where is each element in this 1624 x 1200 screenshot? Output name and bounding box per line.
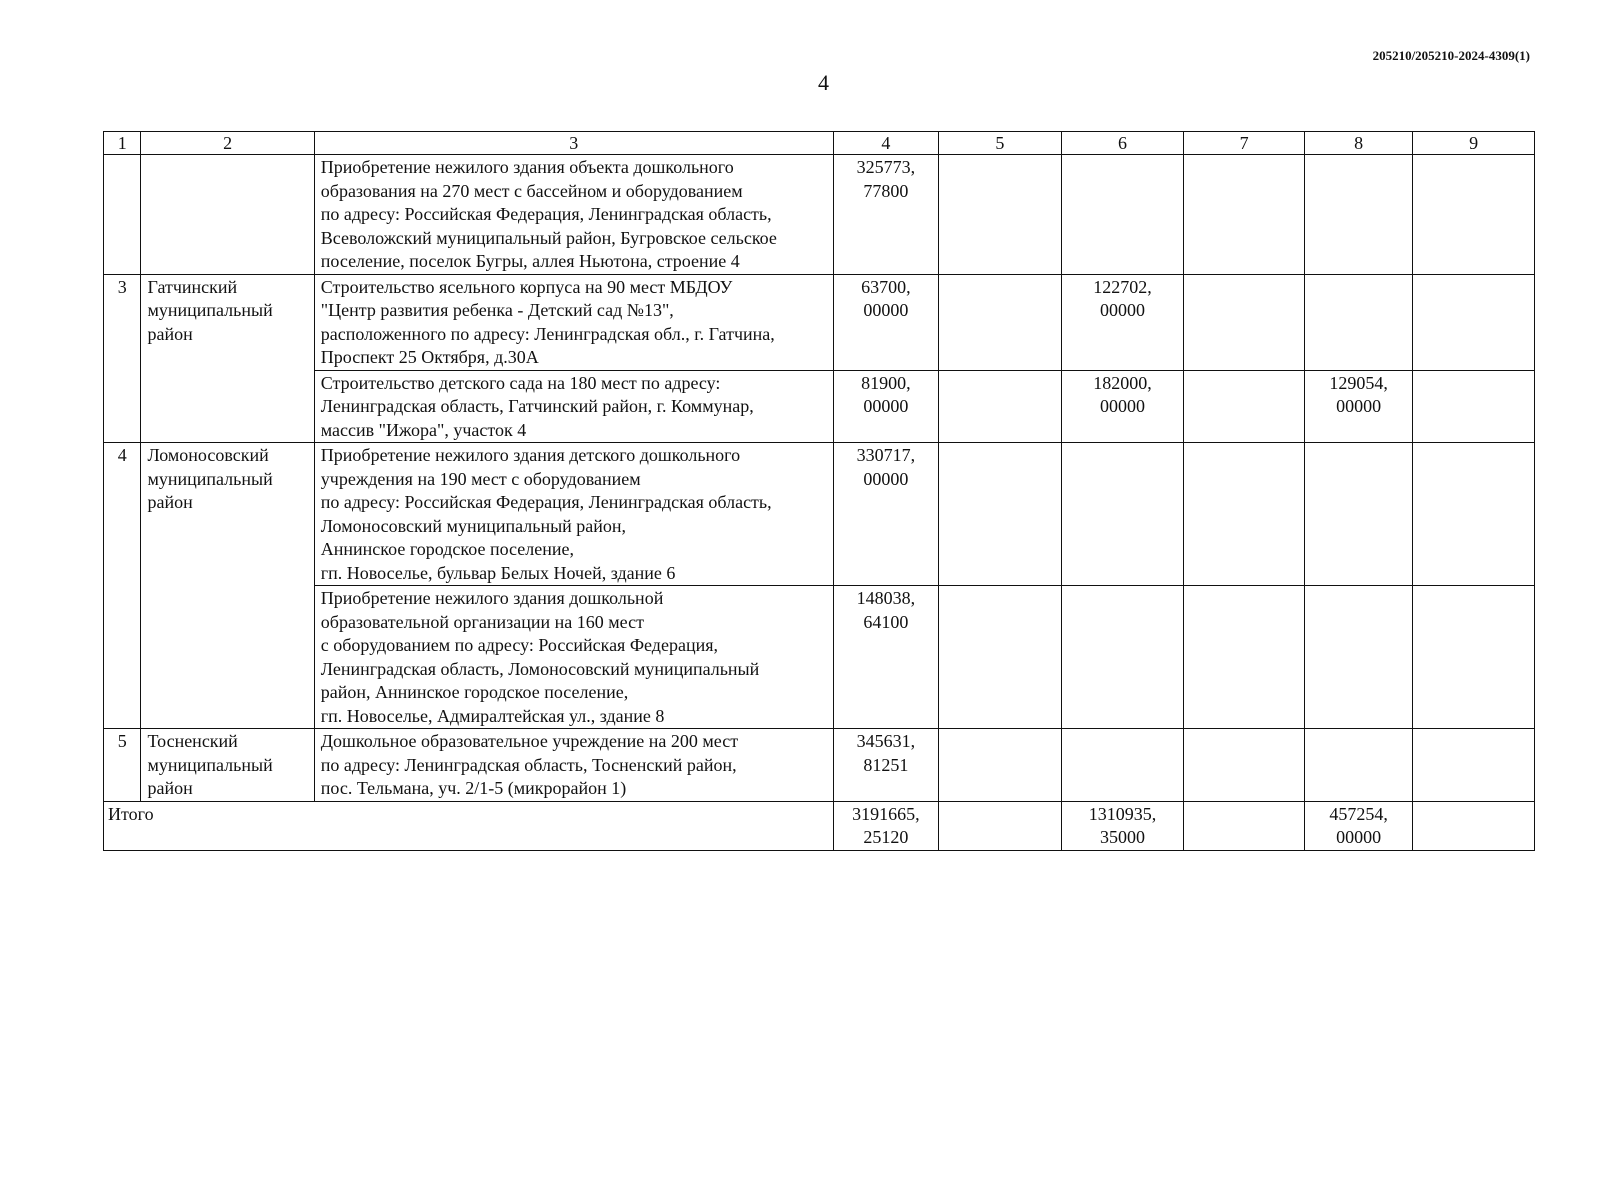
total-col4: 3191665, 25120 <box>833 801 938 850</box>
amount-col7 <box>1184 443 1305 586</box>
amount-col9 <box>1413 729 1535 802</box>
table-row <box>104 443 1535 586</box>
object-description: Дошкольное образовательное учреждение на 200 мест по адресу: Ленинградская область, Тосненский район, пос. Тельмана, уч. 2/1-5 (микрорайон 1) <box>314 729 833 802</box>
row-number: 3 <box>104 274 141 443</box>
total-col7 <box>1184 801 1305 850</box>
amount-col4: 148038, 64100 <box>833 586 938 729</box>
amount-col6: 122702, 00000 <box>1061 274 1184 370</box>
total-col6: 1310935, 35000 <box>1061 801 1184 850</box>
amount-col5 <box>939 370 1062 443</box>
amount-col4: 325773, 77800 <box>833 155 938 275</box>
amount-col9 <box>1413 274 1535 370</box>
table-row <box>104 274 1535 370</box>
amount-col6: 182000, 00000 <box>1061 370 1184 443</box>
amount-col9 <box>1413 443 1535 586</box>
total-col5 <box>939 801 1062 850</box>
column-header: 4 <box>833 132 938 155</box>
column-header: 9 <box>1413 132 1535 155</box>
document-id: 205210/205210-2024-4309(1) <box>1372 48 1530 63</box>
total-col9 <box>1413 801 1535 850</box>
district-name: Тосненский муниципальный район <box>141 729 314 802</box>
row-number: 4 <box>104 443 141 729</box>
amount-col7 <box>1184 274 1305 370</box>
amount-col7 <box>1184 155 1305 275</box>
column-header: 3 <box>314 132 833 155</box>
table-row <box>104 586 1535 729</box>
amount-col9 <box>1413 155 1535 275</box>
column-header: 7 <box>1184 132 1305 155</box>
amount-col7 <box>1184 370 1305 443</box>
object-description: Строительство ясельного корпуса на 90 мест МБДОУ "Центр развития ребенка - Детский сад №13", расположенного по адресу: Ленинградская обл., г. Гатчина, Проспект 25 Октября, д.30А <box>314 274 833 370</box>
amount-col6 <box>1061 729 1184 802</box>
amount-col4: 345631, 81251 <box>833 729 938 802</box>
amount-col4: 81900, 00000 <box>833 370 938 443</box>
total-label: Итого <box>104 801 834 850</box>
column-number-row <box>104 132 1535 155</box>
district-name: Гатчинский муниципальный район <box>141 274 314 443</box>
amount-col6 <box>1061 443 1184 586</box>
amount-col9 <box>1413 370 1535 443</box>
amount-col4: 63700, 00000 <box>833 274 938 370</box>
amount-col5 <box>939 586 1062 729</box>
object-description: Строительство детского сада на 180 мест по адресу: Ленинградская область, Гатчинский район, г. Коммунар, массив "Ижора", участок 4 <box>314 370 833 443</box>
funding-table <box>103 131 1535 851</box>
amount-col9 <box>1413 586 1535 729</box>
column-header: 1 <box>104 132 141 155</box>
amount-col7 <box>1184 729 1305 802</box>
column-header: 2 <box>141 132 314 155</box>
amount-col8 <box>1304 729 1412 802</box>
object-description: Приобретение нежилого здания дошкольной образовательной организации на 160 мест с оборудованием по адресу: Российская Федерация, Ленинградская область, Ломоносовский муниципальный район, Аннинское городское поселение, гп. Новоселье, Адмиралтейская ул., здание 8 <box>314 586 833 729</box>
table-row <box>104 729 1535 802</box>
page-number: 4 <box>818 70 829 95</box>
amount-col7 <box>1184 586 1305 729</box>
amount-col8 <box>1304 586 1412 729</box>
amount-col6 <box>1061 155 1184 275</box>
district-name <box>141 155 314 275</box>
row-number: 5 <box>104 729 141 802</box>
amount-col5 <box>939 729 1062 802</box>
table-row <box>104 155 1535 275</box>
amount-col8 <box>1304 155 1412 275</box>
total-row <box>104 801 1535 850</box>
amount-col8 <box>1304 443 1412 586</box>
column-header: 5 <box>939 132 1062 155</box>
table-row <box>104 370 1535 443</box>
column-header: 6 <box>1061 132 1184 155</box>
amount-col5 <box>939 274 1062 370</box>
column-header: 8 <box>1304 132 1412 155</box>
object-description: Приобретение нежилого здания детского дошкольного учреждения на 190 мест с оборудованием по адресу: Российская Федерация, Ленинградская область, Ломоносовский муниципальный район, Аннинское городское поселение, гп. Новоселье, бульвар Белых Ночей, здание 6 <box>314 443 833 586</box>
amount-col8 <box>1304 274 1412 370</box>
amount-col6 <box>1061 586 1184 729</box>
district-name: Ломоносовский муниципальный район <box>141 443 314 729</box>
object-description: Приобретение нежилого здания объекта дошкольного образования на 270 мест с бассейном и оборудованием по адресу: Российская Федерация, Ленинградская область, Всеволожский муниципальный район, Бугровское сельское поселение, поселок Бугры, аллея Ньютона, строение 4 <box>314 155 833 275</box>
amount-col4: 330717, 00000 <box>833 443 938 586</box>
amount-col8: 129054, 00000 <box>1304 370 1412 443</box>
amount-col5 <box>939 155 1062 275</box>
total-col8: 457254, 00000 <box>1304 801 1412 850</box>
row-number <box>104 155 141 275</box>
amount-col5 <box>939 443 1062 586</box>
